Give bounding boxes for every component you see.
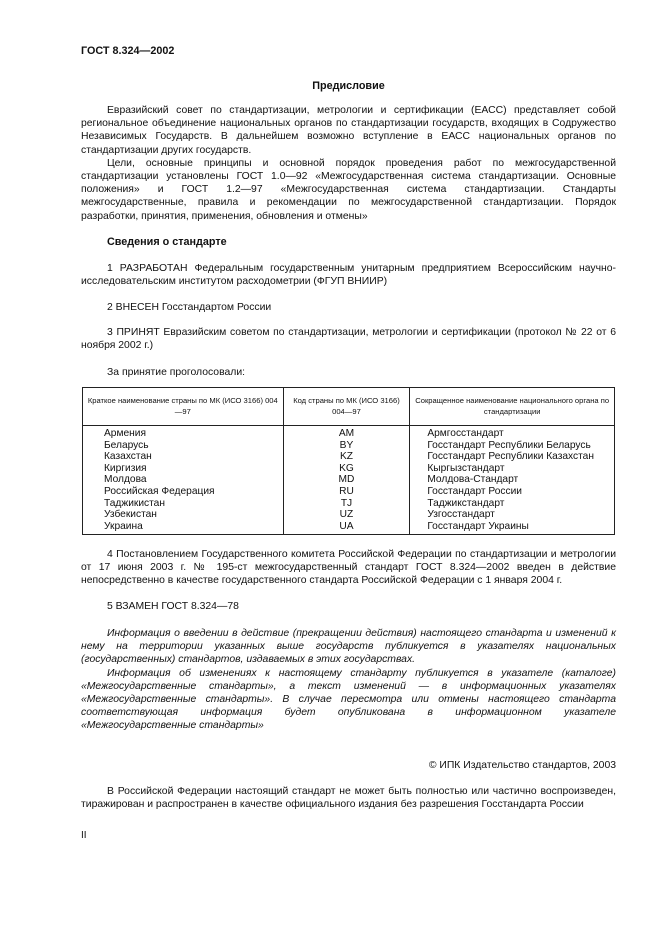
foreword-title: Предисловие bbox=[312, 80, 385, 92]
info-item-2-text: 2 ВНЕСЕН Госстандартом России bbox=[107, 302, 272, 313]
country-code: RU bbox=[283, 486, 410, 498]
table-row bbox=[83, 440, 615, 452]
info-item-1 bbox=[81, 262, 616, 288]
standards-body: Госстандарт Республики Беларусь bbox=[410, 440, 615, 452]
header-standards-body: Сокращенное наименование национального органа по стандартизации bbox=[410, 388, 615, 426]
header-country-code: Код страны по МК (ИСО 3166) 004—97 bbox=[283, 388, 410, 426]
info-item-1-text: 1 РАЗРАБОТАН Федеральным государственным унитарным предприятием Всероссийским научно-исследовательским институтом расходометрии (ФГУП ВНИИР) bbox=[81, 263, 616, 288]
country-name: Казахстан bbox=[83, 451, 284, 463]
info-item-4 bbox=[81, 548, 616, 588]
table-row bbox=[83, 509, 615, 521]
standards-body: Узгосстандарт bbox=[410, 509, 615, 521]
table-header-row bbox=[83, 388, 615, 426]
page-number: II bbox=[81, 830, 87, 841]
voted-label bbox=[81, 366, 616, 379]
info-item-4-text: 4 Постановлением Государственного комитета Российской Федерации по стандартизации и метрологии от 17 июня 2003 г. № 195-ст межгосударственный стандарт ГОСТ 8.324—2002 введен в действие непосредственно в качестве государственного стандарта Российской Федерации с 1 января 2004 г. bbox=[81, 549, 616, 587]
table-row bbox=[83, 474, 615, 486]
rights-notice bbox=[81, 785, 616, 811]
standards-body: Госстандарт России bbox=[410, 486, 615, 498]
country-code: KG bbox=[283, 463, 410, 475]
country-name: Украина bbox=[83, 521, 284, 535]
header-country-name: Краткое наименование страны по МК (ИСО 3166) 004—97 bbox=[83, 388, 284, 426]
table-row bbox=[83, 463, 615, 475]
country-code: UA bbox=[283, 521, 410, 535]
table-row bbox=[83, 498, 615, 510]
country-code: UZ bbox=[283, 509, 410, 521]
info-item-2 bbox=[81, 301, 616, 314]
country-name: Российская Федерация bbox=[83, 486, 284, 498]
country-code: KZ bbox=[283, 451, 410, 463]
country-code: TJ bbox=[283, 498, 410, 510]
foreword-paragraph-1: Евразийский совет по стандартизации, метрологии и сертификации (ЕАСС) представляет собой региональное объединение национальных органов по стандартизации государств, входящих в Содружество Независимых Государств. В дальнейшем возможно вступление в ЕАСС национальных органов по стандартизации других государств. bbox=[81, 105, 616, 156]
standards-body: Госстандарт Республики Казахстан bbox=[410, 451, 615, 463]
country-name: Узбекистан bbox=[83, 509, 284, 521]
standards-body: Кыргызстандарт bbox=[410, 463, 615, 475]
standards-body: Таджикстандарт bbox=[410, 498, 615, 510]
country-name: Молдова bbox=[83, 474, 284, 486]
info-item-3 bbox=[81, 326, 616, 352]
table-row bbox=[83, 426, 615, 440]
table-row bbox=[83, 451, 615, 463]
copyright-line: © ИПК Издательство стандартов, 2003 bbox=[428, 760, 616, 771]
info-item-3-text: 3 ПРИНЯТ Евразийским советом по стандартизации, метрологии и сертификации (протокол № 22 от 6 ноября 2002 г.) bbox=[81, 327, 616, 352]
country-code: MD bbox=[283, 474, 410, 486]
country-name: Киргизия bbox=[83, 463, 284, 475]
table-row bbox=[83, 521, 615, 535]
country-code: AM bbox=[283, 426, 410, 440]
voted-label-text: За принятие проголосовали: bbox=[107, 367, 246, 378]
country-name: Беларусь bbox=[83, 440, 284, 452]
rights-notice-text: В Российской Федерации настоящий стандарт не может быть полностью или частично воспроизведен, тиражирован и распространен в качестве официального издания без разрешения Госстандарта России bbox=[81, 786, 616, 811]
notice-paragraph-1: Информация о введении в действие (прекращении действия) настоящего стандарта и изменений к нему на территории указанных выше государств публикуется в указателях национальных (государственных) стандартов, издаваемых в этих государствах. bbox=[81, 628, 616, 666]
table-row bbox=[83, 486, 615, 498]
info-item-5 bbox=[81, 600, 616, 613]
notice-paragraph-2: Информация об изменениях к настоящему стандарту публикуется в указателе (каталоге) «Межгосударственные стандарты», а текст изменений — в информационных указателях «Межгосударственные стандарты». В случае пересмотра или отмены настоящего стандарта соответствующая информация будет опубликована в информационном указателе «Межгосударственные стандарты» bbox=[81, 667, 616, 732]
country-name: Таджикистан bbox=[83, 498, 284, 510]
country-code: BY bbox=[283, 440, 410, 452]
info-item-5-text: 5 ВЗАМЕН ГОСТ 8.324—78 bbox=[107, 601, 239, 612]
foreword-paragraph-2: Цели, основные принципы и основной порядок проведения работ по межгосударственной стандартизации установлены ГОСТ 1.0—92 «Межгосударственная система стандартизации. Основные положения» и ГОСТ 1.2—97 «Межгосударственная система стандартизации. Стандарты межгосударственные, правила и рекомендации по межгосударственной стандартизации. Порядок разработки, принятия, применения, обновления и отмены» bbox=[81, 157, 616, 222]
standard-code: ГОСТ 8.324—2002 bbox=[81, 45, 175, 57]
standards-body: Молдова-Стандарт bbox=[410, 474, 615, 486]
publication-notice bbox=[81, 627, 616, 733]
country-name: Армения bbox=[83, 426, 284, 440]
foreword-text bbox=[81, 104, 616, 223]
voting-countries-table bbox=[82, 387, 615, 535]
standards-body: Армгосстандарт bbox=[410, 426, 615, 440]
standard-info-title: Сведения о стандарте bbox=[107, 236, 227, 248]
standards-body: Госстандарт Украины bbox=[410, 521, 615, 535]
